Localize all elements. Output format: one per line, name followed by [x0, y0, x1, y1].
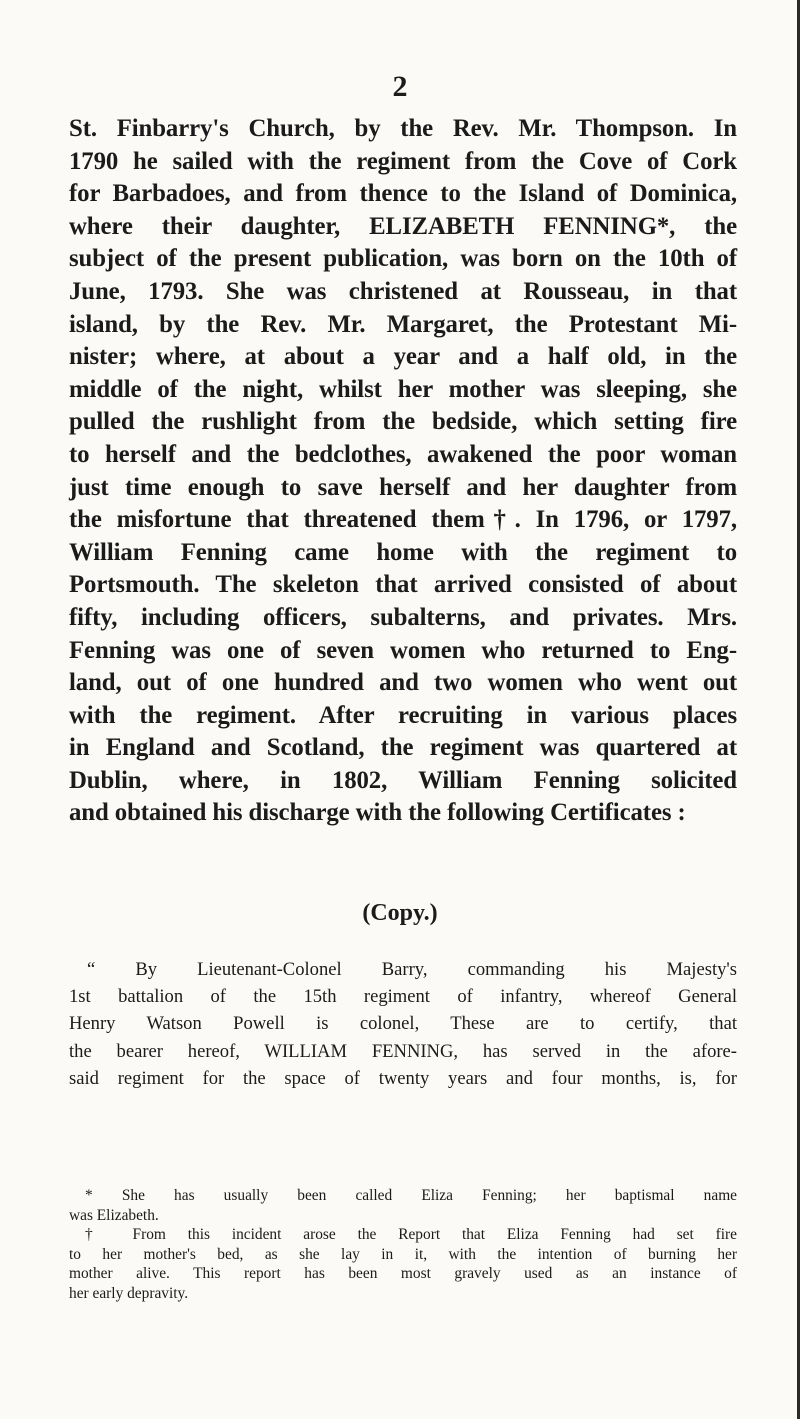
footnote-line: was Elizabeth. [69, 1206, 159, 1224]
body-line: and obtained his discharge with the following Certificates : [69, 799, 686, 827]
certificate-line: said regiment for the space of twenty years and four months, is, for [69, 1067, 737, 1089]
body-line: nister; where, at about a year and a half old, in the [69, 343, 737, 371]
body-line: for Barbadoes, and from thence to the Island of Dominica, [69, 180, 737, 208]
footnote-line: mother alive. This report has been most gravely used as an instance of [69, 1265, 737, 1283]
footnote-line: to her mother's bed, as she lay in it, with the intention of burning her [69, 1245, 737, 1263]
footnote-line: † From this incident arose the Report that Eliza Fenning had set fire [85, 1226, 737, 1244]
body-line: Dublin, where, in 1802, William Fenning solicited [69, 766, 737, 794]
certificate-text [69, 956, 737, 1092]
body-line: Portsmouth. The skeleton that arrived consisted of about [69, 571, 737, 599]
body-line: subject of the present publication, was born on the 10th of [69, 245, 737, 273]
body-line: land, out of one hundred and two women who went out [69, 669, 737, 697]
certificate-line: 1st battalion of the 15th regiment of infantry, whereof General [69, 986, 737, 1008]
body-line: to herself and the bedclothes, awakened the poor woman [69, 440, 737, 468]
body-line: middle of the night, whilst her mother was sleeping, she [69, 375, 737, 403]
footnote-line: * She has usually been called Eliza Fenning; her baptismal name [85, 1187, 737, 1204]
footnote-line: her early depravity. [69, 1284, 189, 1302]
body-line: fifty, including officers, subalterns, and privates. Mrs. [69, 603, 737, 631]
page-number: 2 [392, 70, 408, 103]
main-paragraph [69, 113, 737, 830]
body-line: with the regiment. After recruiting in various places [69, 701, 737, 729]
body-line: the misfortune that threatened them†. In 1796, or 1797, [69, 506, 737, 534]
body-line: June, 1793. She was christened at Rousseau, in that [69, 277, 737, 305]
body-line: where their daughter, ELIZABETH FENNING*, the [69, 212, 737, 240]
copy-heading: (Copy.) [362, 900, 438, 926]
certificate-line: the bearer hereof, WILLIAM FENNING, has served in the afore- [69, 1040, 737, 1062]
body-line: William Fenning came home with the regiment to [69, 538, 737, 566]
footnotes [69, 1186, 737, 1304]
certificate-line: “ By Lieutenant-Colonel Barry, commanding his Majesty's [87, 959, 737, 980]
certificate-line: Henry Watson Powell is colonel, These are to certify, that [69, 1013, 737, 1035]
body-line: 1790 he sailed with the regiment from the Cove of Cork [69, 147, 737, 175]
body-line: island, by the Rev. Mr. Margaret, the Protestant Mi- [69, 310, 737, 338]
body-line: pulled the rushlight from the bedside, which setting fire [69, 408, 737, 436]
body-line: St. Finbarry's Church, by the Rev. Mr. Thompson. In [69, 115, 737, 142]
body-line: in England and Scotland, the regiment was quartered at [69, 734, 737, 762]
body-line: just time enough to save herself and her daughter from [69, 473, 737, 501]
body-line: Fenning was one of seven women who returned to Eng- [69, 636, 737, 664]
